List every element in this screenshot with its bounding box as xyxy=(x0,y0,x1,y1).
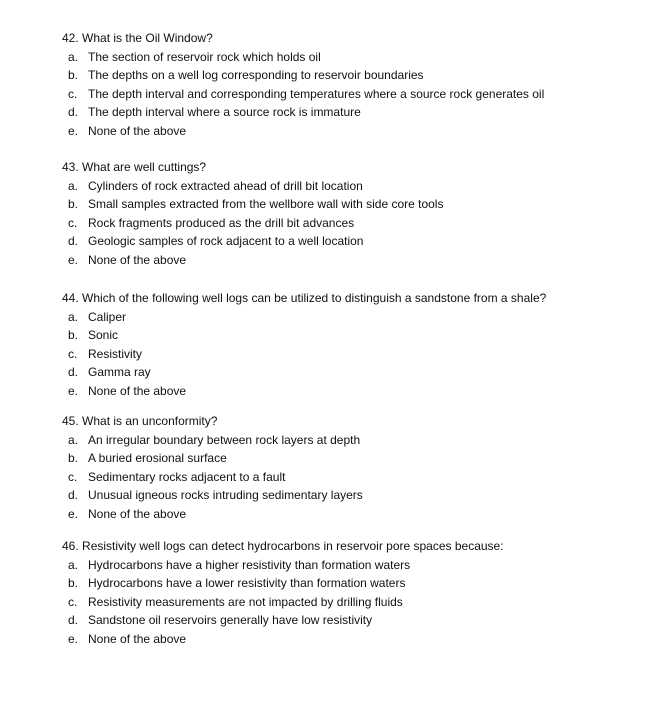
answer-option-e xyxy=(62,630,662,649)
question-text: What is the Oil Window? xyxy=(82,31,213,45)
option-letter: c. xyxy=(68,215,78,230)
question-stem xyxy=(62,412,662,431)
option-text: Rock fragments produced as the drill bit advances xyxy=(88,215,355,230)
answer-option-d xyxy=(62,363,662,382)
option-letter: a. xyxy=(68,432,79,447)
question-number: 42. xyxy=(62,31,79,45)
answer-option-a xyxy=(62,308,662,327)
option-text: None of the above xyxy=(88,506,187,521)
option-text: Resistivity measurements are not impacted by drilling fluids xyxy=(88,594,403,609)
option-letter: c. xyxy=(68,594,78,609)
answer-option-c xyxy=(62,345,662,364)
option-letter: e. xyxy=(68,631,79,646)
option-text: The depth interval where a source rock is immature xyxy=(88,105,361,120)
answer-option-a xyxy=(62,556,662,575)
answer-option-e xyxy=(62,505,662,524)
option-text: None of the above xyxy=(88,383,187,398)
option-letter: e. xyxy=(68,506,79,521)
option-text: The section of reservoir rock which holds oil xyxy=(88,49,321,64)
question-number: 45. xyxy=(62,414,79,428)
answer-option-b xyxy=(62,449,662,468)
option-letter: d. xyxy=(68,613,79,628)
option-text: Geologic samples of rock adjacent to a well location xyxy=(88,234,364,249)
question-text: What are well cuttings? xyxy=(82,160,207,174)
answer-option-a xyxy=(62,177,662,196)
option-text: Hydrocarbons have a higher resistivity than formation waters xyxy=(88,557,411,572)
option-text: Gamma ray xyxy=(88,365,151,380)
option-text: The depth interval and corresponding temperatures where a source rock generates oil xyxy=(88,86,545,101)
option-text: Sonic xyxy=(88,328,119,343)
option-letter: e. xyxy=(68,383,79,398)
option-text: Cylinders of rock extracted ahead of drill bit location xyxy=(88,178,363,193)
option-letter: b. xyxy=(68,328,79,343)
option-text: A buried erosional surface xyxy=(88,451,227,466)
option-text: Unusual igneous rocks intruding sedimentary layers xyxy=(88,488,363,503)
option-letter: d. xyxy=(68,105,79,120)
answer-option-a xyxy=(62,431,662,450)
option-letter: c. xyxy=(68,469,78,484)
question-stem xyxy=(62,158,662,177)
option-letter: b. xyxy=(68,451,79,466)
option-text: None of the above xyxy=(88,631,187,646)
option-text: Small samples extracted from the wellbore wall with side core tools xyxy=(88,197,444,212)
question-stem xyxy=(62,29,662,48)
option-text: Hydrocarbons have a lower resistivity than formation waters xyxy=(88,576,406,591)
question-stem xyxy=(62,537,662,556)
question-43 xyxy=(62,158,662,269)
option-letter: c. xyxy=(68,346,78,361)
option-letter: b. xyxy=(68,68,79,83)
option-letter: a. xyxy=(68,49,79,64)
answer-option-b xyxy=(62,326,662,345)
answer-option-a xyxy=(62,48,662,67)
answer-option-b xyxy=(62,574,662,593)
option-text: Caliper xyxy=(88,309,127,324)
question-45 xyxy=(62,412,662,523)
answer-options xyxy=(62,556,662,649)
question-text: Resistivity well logs can detect hydrocarbons in reservoir pore spaces because: xyxy=(82,539,504,553)
answer-option-d xyxy=(62,103,662,122)
option-letter: a. xyxy=(68,178,79,193)
answer-option-b xyxy=(62,195,662,214)
option-letter: d. xyxy=(68,234,79,249)
option-letter: d. xyxy=(68,488,79,503)
question-46 xyxy=(62,537,662,648)
question-number: 46. xyxy=(62,539,79,553)
option-letter: a. xyxy=(68,557,79,572)
answer-option-e xyxy=(62,122,662,141)
answer-option-b xyxy=(62,66,662,85)
question-number: 43. xyxy=(62,160,79,174)
option-letter: d. xyxy=(68,365,79,380)
question-44 xyxy=(62,289,662,400)
option-text: An irregular boundary between rock layers at depth xyxy=(88,432,361,447)
answer-option-c xyxy=(62,593,662,612)
answer-options xyxy=(62,48,662,141)
option-letter: c. xyxy=(68,86,78,101)
option-text: None of the above xyxy=(88,252,187,267)
question-text: Which of the following well logs can be utilized to distinguish a sandstone from a shale? xyxy=(82,291,547,305)
option-text: Sedimentary rocks adjacent to a fault xyxy=(88,469,286,484)
question-stem xyxy=(62,289,662,308)
question-42 xyxy=(62,29,662,140)
option-letter: a. xyxy=(68,309,79,324)
answer-options xyxy=(62,177,662,270)
answer-option-d xyxy=(62,611,662,630)
option-text: Resistivity xyxy=(88,346,143,361)
answer-option-d xyxy=(62,232,662,251)
answer-option-c xyxy=(62,214,662,233)
question-text: What is an unconformity? xyxy=(82,414,218,428)
option-text: Sandstone oil reservoirs generally have low resistivity xyxy=(88,613,373,628)
option-letter: b. xyxy=(68,576,79,591)
answer-option-c xyxy=(62,468,662,487)
answer-options xyxy=(62,308,662,401)
option-text: None of the above xyxy=(88,123,187,138)
option-letter: e. xyxy=(68,252,79,267)
answer-options xyxy=(62,431,662,524)
option-text: The depths on a well log corresponding to reservoir boundaries xyxy=(88,68,424,83)
answer-option-e xyxy=(62,251,662,270)
answer-option-c xyxy=(62,85,662,104)
option-letter: b. xyxy=(68,197,79,212)
answer-option-e xyxy=(62,382,662,401)
option-letter: e. xyxy=(68,123,79,138)
answer-option-d xyxy=(62,486,662,505)
question-number: 44. xyxy=(62,291,79,305)
